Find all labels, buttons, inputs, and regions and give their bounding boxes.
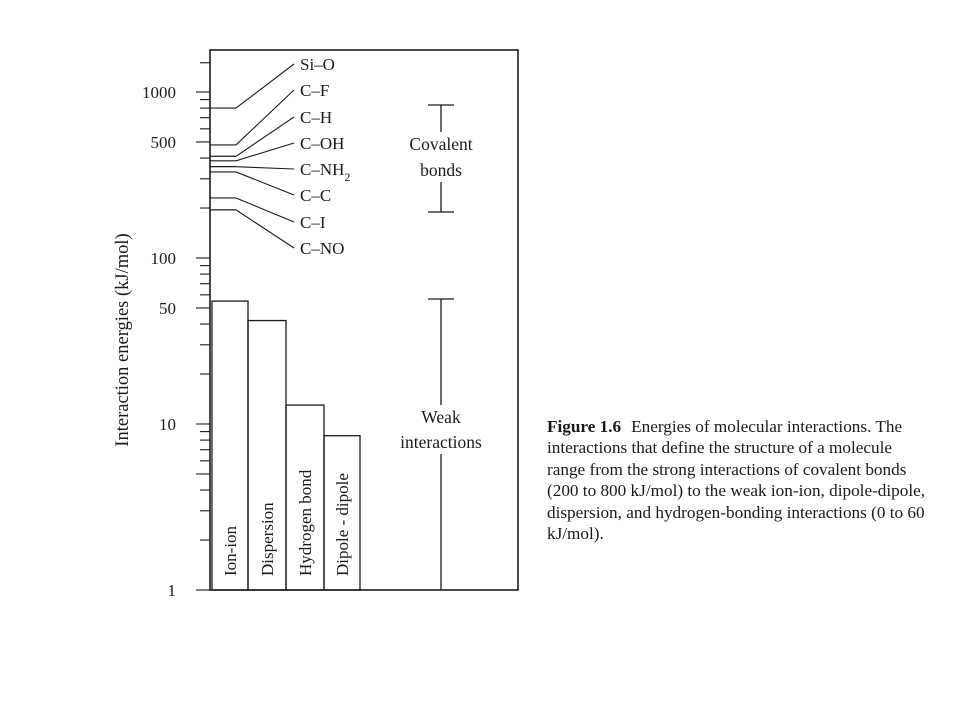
- range-label: Weak: [421, 407, 461, 427]
- range-brackets: [391, 105, 491, 590]
- y-axis-title: Interaction energies (kJ/mol): [113, 233, 133, 447]
- bond-label: C–I: [300, 213, 326, 232]
- y-tick-label: 50: [159, 298, 176, 318]
- range-label: interactions: [400, 432, 482, 452]
- bond-label: C–OH: [300, 134, 345, 153]
- bond-label: Si–O: [300, 55, 335, 74]
- bond-leader-line: [236, 167, 294, 169]
- bar-label: Dispersion: [258, 502, 277, 576]
- y-tick-label: 100: [150, 249, 176, 268]
- y-axis-tick-labels: [142, 83, 176, 600]
- bond-markers: [210, 55, 350, 258]
- y-tick-label: 10: [159, 415, 176, 434]
- bond-label: $C-NH_2$: [300, 160, 351, 184]
- bond-leader-line: [236, 143, 294, 161]
- range-label: Covalent: [409, 134, 473, 154]
- bond-leader-line: [236, 64, 294, 108]
- bond-label: C–NO: [300, 239, 345, 258]
- caption-text: Energies of molecular interactions. The interactions that define the structure of a molecule range from the strong interactions of covalent bonds (200 to 800 kJ/mol) to the weak ion-ion, dipole-dipole, dispersion, and hydrogen-bonding interactions (0 to 60 kJ/mol).: [547, 417, 926, 544]
- bar-label: Dipole - dipole: [333, 473, 352, 576]
- bond-label: C–C: [300, 186, 332, 205]
- bond-leader-line: [236, 198, 294, 222]
- bond-label: C–H: [300, 108, 333, 127]
- y-axis-ticks: [196, 63, 210, 590]
- y-tick-label: 1: [167, 581, 176, 600]
- bond-leader-line: [236, 172, 294, 195]
- bar-label: Hydrogen bond: [296, 469, 315, 576]
- bar-label: Ion-ion: [221, 525, 240, 576]
- range-label: bonds: [420, 160, 462, 180]
- y-tick-label: 1000: [142, 83, 176, 102]
- bond-leader-line: [236, 210, 294, 248]
- bond-label: C–F: [300, 81, 330, 100]
- y-tick-label: 500: [150, 132, 176, 152]
- figure-caption: [547, 416, 932, 544]
- caption-label: Figure 1.6: [547, 417, 622, 436]
